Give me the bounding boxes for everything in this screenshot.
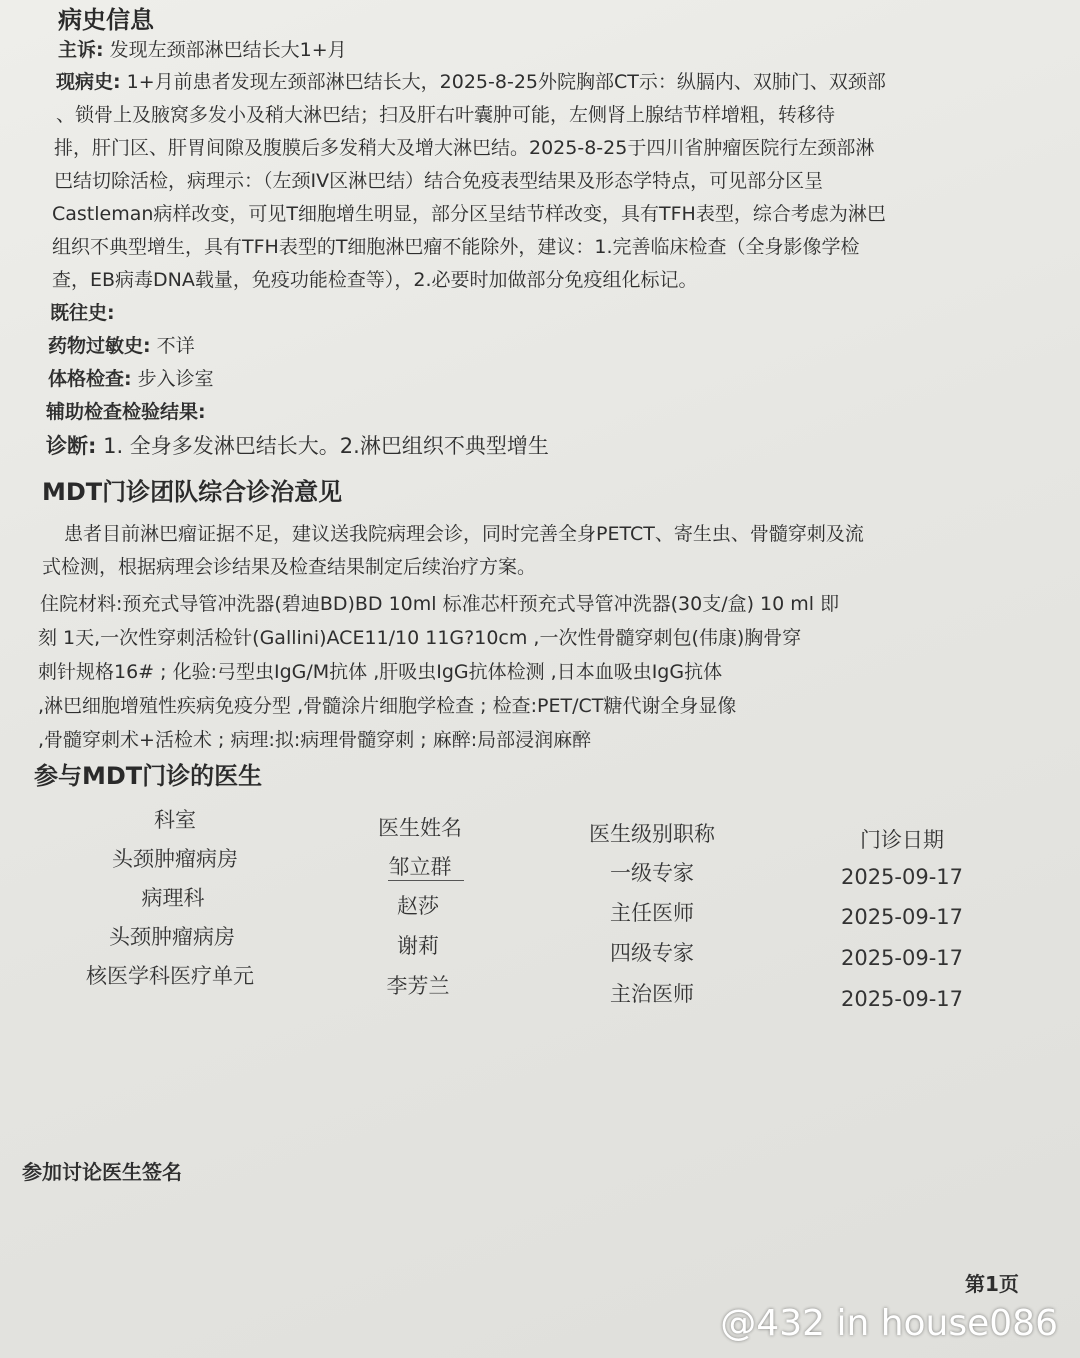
- mdt-opinion-line: 式检测，根据病理会诊结果及检查结果制定后续治疗方案。: [42, 556, 537, 578]
- cell-department: 头颈肿瘤病房: [112, 847, 238, 871]
- col-header-doctor-title: 医生级别职称: [589, 822, 715, 846]
- chief-complaint: [58, 38, 347, 62]
- present-illness-line: 查，EB病毒DNA载量，免疫功能检查等），2.必要时加做部分免疫组化标记。: [52, 269, 698, 291]
- cell-department: 核医学科医疗单元: [86, 964, 254, 988]
- cell-visit-date: 2025-09-17: [840, 987, 964, 1011]
- cell-doctor-name: 邹立群: [388, 855, 452, 879]
- past-label: 既往史:: [50, 302, 115, 324]
- order-line: 住院材料:预充式导管冲洗器(碧迪BD)BD 10ml 标准芯杆预充式导管冲洗器(30支/盒) 10 ml 即: [40, 593, 840, 615]
- name-underline: [388, 880, 464, 881]
- present-illness-line: [56, 70, 886, 94]
- col-header-visit-date: 门诊日期: [860, 828, 944, 852]
- cell-visit-date: 2025-09-17: [840, 946, 964, 970]
- allergy-value: 不详: [156, 335, 195, 357]
- cell-doctor-title: 主任医师: [610, 901, 694, 925]
- watermark-text: @432 in house086: [720, 1303, 1058, 1344]
- cell-doctor-title: 主治医师: [610, 982, 694, 1006]
- cell-department: 头颈肿瘤病房: [109, 925, 235, 949]
- col-header-doctor-name: 医生姓名: [378, 816, 462, 840]
- present-illness-line: 排，肝门区、肝胃间隙及腹膜后多发稍大及增大淋巴结。2025-8-25于四川省肿瘤医院行左颈部淋: [54, 137, 875, 159]
- cell-visit-date: 2025-09-17: [840, 865, 964, 889]
- order-line: 刻 1天,一次性穿刺活检针(Gallini)ACE11/10 11G?10cm ,一次性骨髓穿刺包(伟康)胸骨穿: [38, 627, 802, 649]
- page-number: 第1页: [965, 1272, 1019, 1296]
- cell-doctor-title: 一级专家: [610, 861, 694, 885]
- diagnosis-label: 诊断:: [46, 434, 97, 458]
- diagnosis: [46, 434, 549, 458]
- order-line: 刺针规格16# ; 化验:弓型虫IgG/M抗体 ,肝吸虫IgG抗体检测 ,日本血吸虫IgG抗体: [38, 661, 723, 683]
- auxiliary-results: [46, 400, 206, 424]
- present-illness-line: 巴结切除活检，病理示：（左颈IV区淋巴结）结合免疫表型结果及形态学特点，可见部分区呈: [54, 170, 824, 192]
- allergy-history: [48, 334, 195, 358]
- physical-exam: [48, 367, 214, 391]
- cell-visit-date: 2025-09-17: [840, 905, 964, 929]
- diagnosis-text: 1. 全身多发淋巴结长大。2.淋巴组织不典型增生: [103, 434, 549, 458]
- col-header-department: 科室: [154, 808, 196, 832]
- past-history: [50, 301, 115, 325]
- complaint-label: 主诉:: [58, 39, 104, 61]
- aux-label: 辅助检查检验结果:: [46, 401, 206, 423]
- history-title: 病史信息: [58, 6, 154, 34]
- mdt-doctors-title: 参与MDT门诊的医生: [34, 762, 263, 790]
- complaint-text: 发现左颈部淋巴结长大1+月: [109, 39, 347, 61]
- signature-label: 参加讨论医生签名: [22, 1160, 182, 1184]
- mdt-opinion-line: 患者目前淋巴瘤证据不足，建议送我院病理会诊，同时完善全身PETCT、寄生虫、骨髓穿刺及流: [64, 523, 864, 545]
- order-line: ,骨髓穿刺术+活检术 ; 病理:拟:病理骨髓穿刺 ; 麻醉:局部浸润麻醉: [38, 729, 592, 751]
- cell-doctor-name: 谢莉: [397, 934, 439, 958]
- present-illness-line: 组织不典型增生，具有TFH表型的T细胞淋巴瘤不能除外，建议：1.完善临床检查（全身影像学检: [52, 236, 860, 258]
- order-line: ,淋巴细胞增殖性疾病免疫分型 ,骨髓涂片细胞学检查 ; 检查:PET/CT糖代谢全身显像: [38, 695, 737, 717]
- mdt-opinion-title: MDT门诊团队综合诊治意见: [42, 478, 343, 506]
- present-label: 现病史:: [56, 71, 121, 93]
- cell-department: 病理科: [141, 886, 205, 910]
- present-illness-line: 、锁骨上及腋窝多发小及稍大淋巴结；扫及肝右叶囊肿可能，左侧肾上腺结节样增粗，转移待: [56, 104, 836, 126]
- present-illness-line: Castleman病样改变，可见T细胞增生明显，部分区呈结节样改变，具有TFH表型，综合考虑为淋巴: [52, 203, 886, 225]
- cell-doctor-title: 四级专家: [610, 941, 694, 965]
- cell-doctor-name: 赵莎: [397, 894, 439, 918]
- exam-value: 步入诊室: [137, 368, 214, 390]
- allergy-label: 药物过敏史:: [48, 335, 151, 357]
- cell-doctor-name: 李芳兰: [386, 974, 450, 998]
- exam-label: 体格检查:: [48, 368, 132, 390]
- present-text: 1+月前患者发现左颈部淋巴结长大，2025-8-25外院胸部CT示：纵膈内、双肺门、双颈部: [126, 71, 886, 93]
